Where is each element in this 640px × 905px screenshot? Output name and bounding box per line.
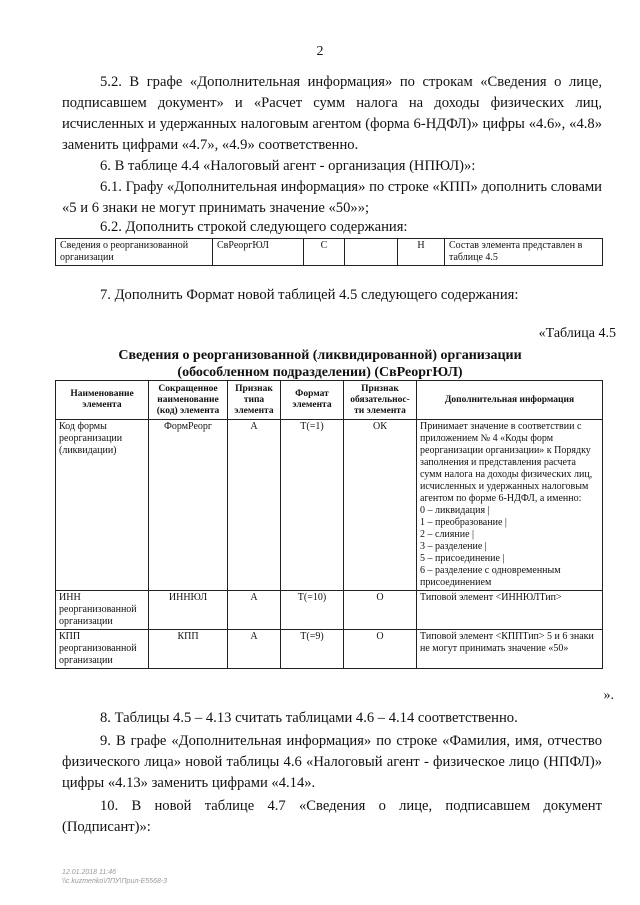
cell-format — [345, 239, 398, 266]
cell-name: Сведения о реорганизованной организации — [56, 239, 213, 266]
header-required: Признак обязательнос-ти элемента — [344, 381, 417, 420]
paragraph-6: 6. В таблице 4.4 «Налоговый агент - организация (НПЮЛ)»: — [100, 158, 476, 174]
code-item: 0 – ликвидация | — [420, 505, 490, 516]
paragraph-10: 10. В новой таблице 4.7 «Сведения о лице, подписавшем документ (Подписант)»: — [62, 798, 602, 835]
cell-required: Н — [398, 239, 445, 266]
reorganization-table — [55, 380, 603, 669]
code-item: 6 – разделение с одновременным присоединением — [420, 565, 561, 588]
paragraph-9: 9. В графе «Дополнительная информация» по строке «Фамилия, имя, отчество физического лица» новой таблицы 4.6 «Налоговый агент - физическое лицо (НПФЛ)» цифры «4.13» заменить цифрами «4.14». — [62, 733, 602, 791]
cell-name: КПП реорганизованной организации — [56, 630, 149, 669]
table-row — [56, 630, 603, 669]
cell-name: Код формы реорганизации (ликвидации) — [56, 420, 149, 591]
table-header-row — [56, 381, 603, 420]
cell-format: Т(=1) — [281, 420, 344, 591]
code-item: 5 – присоединение | — [420, 553, 505, 564]
cell-code: ФормРеорг — [149, 420, 228, 591]
paragraph-7: 7. Дополнить Формат новой таблицей 4.5 следующего содержания: — [100, 287, 519, 303]
header-name: Наименование элемента — [56, 381, 149, 420]
cell-required: ОК — [344, 420, 417, 591]
paragraph-5-2: 5.2. В графе «Дополнительная информация» по строкам «Сведения о лице, подписавшем документ» и «Расчет сумм налога на доходы физических лиц, исчисленных и удержанных налоговым агентом (форма 6-НДФЛ)» цифры «4.6», «4.8» заменить цифрами «4.7», «4.9» соответственно. — [62, 74, 602, 153]
cell-type: А — [228, 591, 281, 630]
cell-code: КПП — [149, 630, 228, 669]
cell-format: Т(=10) — [281, 591, 344, 630]
info-intro: Принимает значение в соответствии с приложением № 4 «Коды форм реорганизации организации» к Порядку заполнения и представления расчета сумм налога на доходы физических лиц, исчисленных и удержанных налоговым агентом по форме 6-НДФЛ, а именно: — [420, 421, 593, 504]
table-reference: «Таблица 4.5 — [538, 326, 616, 341]
cell-required: О — [344, 591, 417, 630]
paragraph-8: 8. Таблицы 4.5 – 4.13 считать таблицами 4.6 – 4.14 соответственно. — [100, 710, 518, 726]
cell-name: ИНН реорганизованной организации — [56, 591, 149, 630]
cell-required: О — [344, 630, 417, 669]
table-title-line-1: Сведения о реорганизованной (ликвидированной) организации — [118, 348, 522, 363]
header-format: Формат элемента — [281, 381, 344, 420]
table-title — [0, 347, 640, 381]
cell-type: А — [228, 630, 281, 669]
code-item: 3 – разделение | — [420, 541, 487, 552]
cell-code: ИННЮЛ — [149, 591, 228, 630]
footer-stamp — [62, 868, 167, 886]
paragraph-6-2: 6.2. Дополнить строкой следующего содержания: — [100, 219, 408, 235]
table-row — [56, 420, 603, 591]
cell-info — [417, 420, 603, 591]
footer-path: \\c.kuzmenko\ЛПУ\Прил-Е5568-3 — [62, 878, 168, 885]
table-title-line-2: (обособленном подразделении) (СвРеоргЮЛ) — [177, 365, 463, 380]
header-code: Сокращенное наименование (код) элемента — [149, 381, 228, 420]
code-item: 2 – слияние | — [420, 529, 475, 540]
cell-type: С — [304, 239, 345, 266]
cell-info: Типовой элемент <ИННЮЛТип> — [417, 591, 603, 630]
header-type: Признак типа элемента — [228, 381, 281, 420]
table-end-quote: ». — [603, 688, 614, 703]
page-number: 2 — [316, 44, 324, 59]
table-row — [56, 591, 603, 630]
cell-info: Состав элемента представлен в таблице 4.5 — [445, 239, 603, 266]
cell-type: А — [228, 420, 281, 591]
code-item: 1 – преобразование | — [420, 517, 507, 528]
table-row — [56, 239, 603, 266]
insert-row-table — [55, 238, 603, 266]
cell-format: Т(=9) — [281, 630, 344, 669]
footer-date: 12.01.2018 11:46 — [62, 869, 116, 876]
cell-code: СвРеоргЮЛ — [213, 239, 304, 266]
header-info: Дополнительная информация — [417, 381, 603, 420]
cell-info: Типовой элемент <КППТип> 5 и 6 знаки не могут принимать значение «50» — [417, 630, 603, 669]
paragraph-6-1: 6.1. Графу «Дополнительная информация» по строке «КПП» дополнить словами «5 и 6 знаки не могут принимать значение «50»»; — [62, 179, 602, 216]
